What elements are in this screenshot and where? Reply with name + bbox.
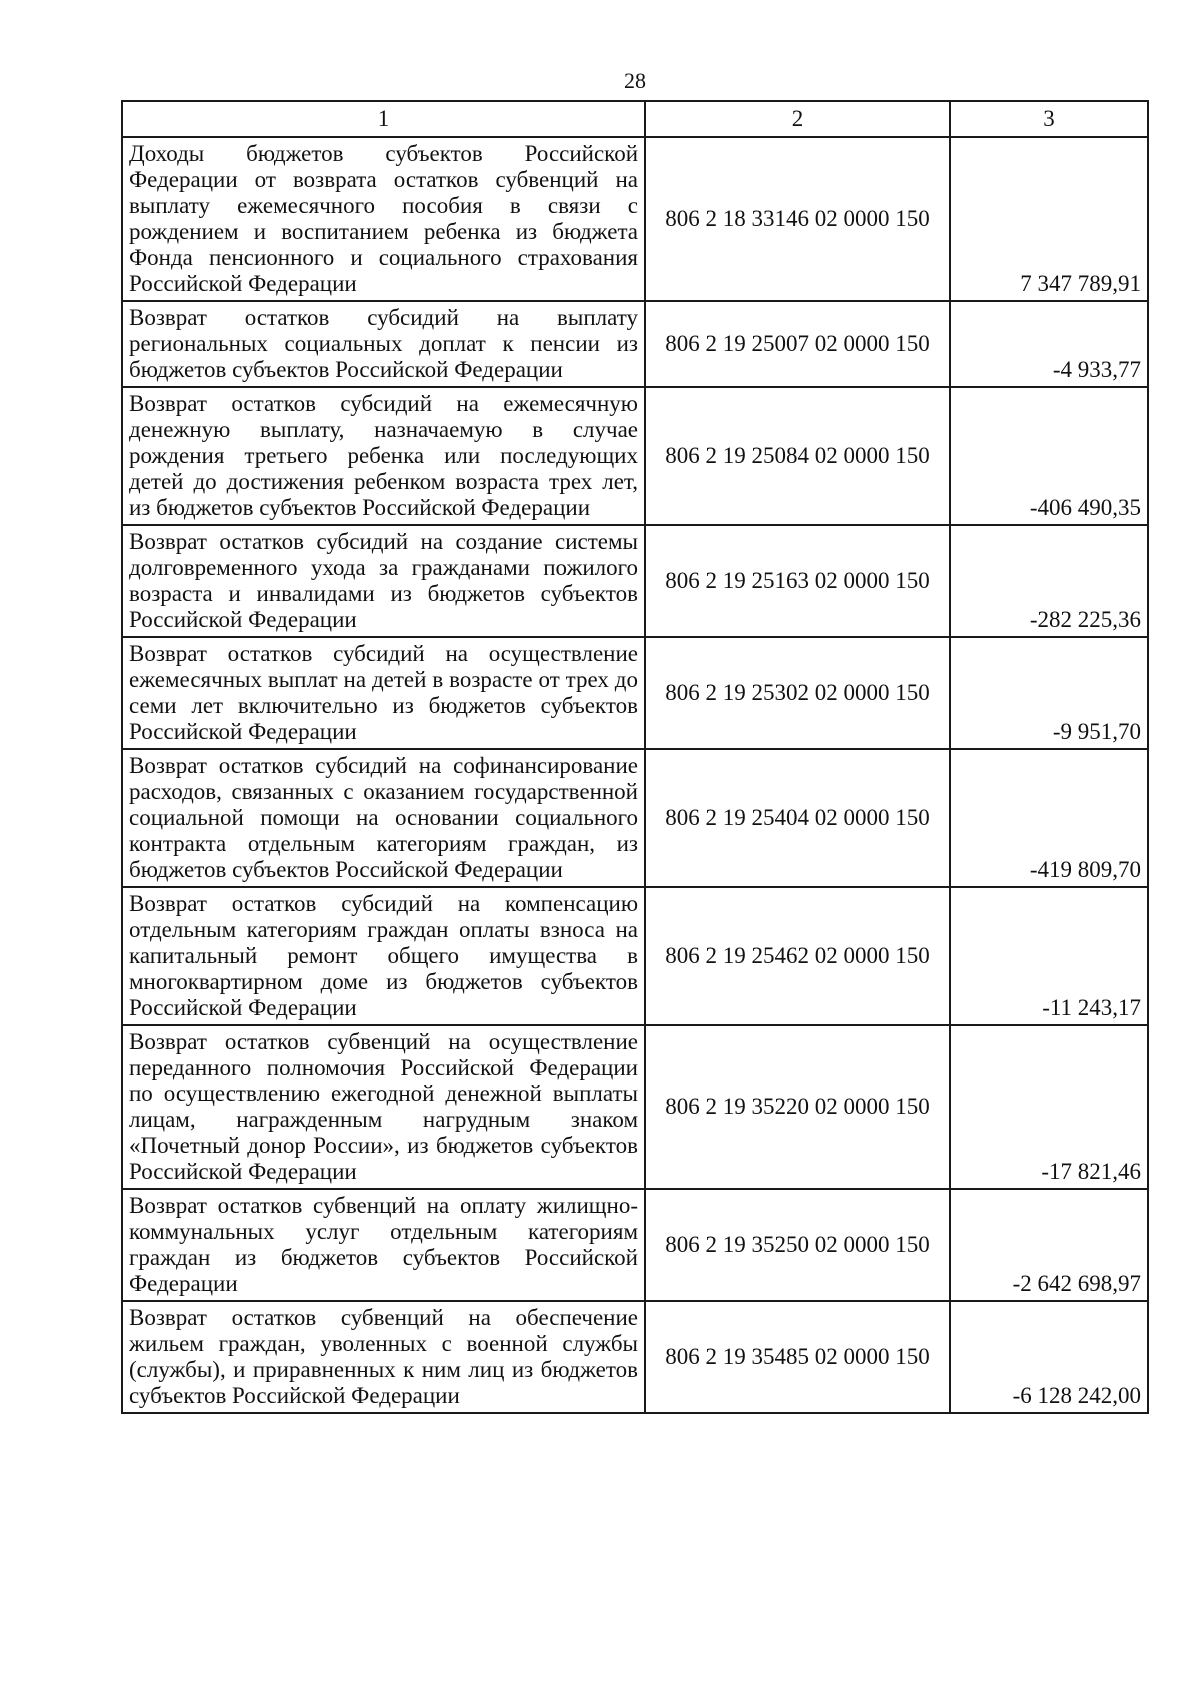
row-code: 806 2 18 33146 02 0000 150 — [645, 137, 950, 301]
row-code: 806 2 19 25084 02 0000 150 — [645, 387, 950, 525]
row-description: Возврат остатков субсидий на осуществление ежемесячных выплат на детей в возрасте от трех до семи лет включительно из бюджетов субъектов Российской Федерации — [122, 637, 645, 749]
table-header-row — [122, 101, 1148, 137]
row-description: Возврат остатков субсидий на выплату региональных социальных доплат к пенсии из бюджетов субъектов Российской Федерации — [122, 301, 645, 387]
page-number: 28 — [624, 68, 646, 93]
row-amount: -11 243,17 — [950, 887, 1148, 1025]
table-row — [122, 749, 1148, 887]
row-amount: -406 490,35 — [950, 387, 1148, 525]
table-row — [122, 525, 1148, 637]
row-amount: -6 128 242,00 — [950, 1301, 1148, 1413]
row-description: Возврат остатков субвенций на оплату жилищно-коммунальных услуг отдельным категориям граждан из бюджетов субъектов Российской Федерации — [122, 1189, 645, 1301]
row-description: Возврат остатков субвенций на осуществление переданного полномочия Российской Федерации по осуществлению ежегодной денежной выплаты лицам, награжденным нагрудным знаком «Почетный донор России», из бюджетов субъектов Российской Федерации — [122, 1025, 645, 1189]
row-code: 806 2 19 35220 02 0000 150 — [645, 1025, 950, 1189]
row-description: Возврат остатков субсидий на компенсацию отдельным категориям граждан оплаты взноса на капитальный ремонт общего имущества в многоквартирном доме из бюджетов субъектов Российской Федерации — [122, 887, 645, 1025]
column-header-1: 1 — [122, 101, 645, 137]
row-code: 806 2 19 35250 02 0000 150 — [645, 1189, 950, 1301]
row-code: 806 2 19 25302 02 0000 150 — [645, 637, 950, 749]
row-code: 806 2 19 25404 02 0000 150 — [645, 749, 950, 887]
row-amount: 7 347 789,91 — [950, 137, 1148, 301]
row-code: 806 2 19 25007 02 0000 150 — [645, 301, 950, 387]
row-amount: -282 225,36 — [950, 525, 1148, 637]
row-description: Возврат остатков субсидий на софинансирование расходов, связанных с оказанием государственной социальной помощи на основании социального контракта отдельным категориям граждан, из бюджетов субъектов Российской Федерации — [122, 749, 645, 887]
table-row — [122, 1189, 1148, 1301]
table-row — [122, 637, 1148, 749]
row-amount: -2 642 698,97 — [950, 1189, 1148, 1301]
row-amount: -4 933,77 — [950, 301, 1148, 387]
row-code: 806 2 19 35485 02 0000 150 — [645, 1301, 950, 1413]
table-row — [122, 887, 1148, 1025]
row-description: Возврат остатков субвенций на обеспечение жильем граждан, уволенных с военной службы (службы), и приравненных к ним лиц из бюджетов субъектов Российской Федерации — [122, 1301, 645, 1413]
column-header-3: 3 — [950, 101, 1148, 137]
table-row — [122, 1301, 1148, 1413]
table-row — [122, 301, 1148, 387]
budget-table — [121, 100, 1149, 1414]
table-row — [122, 387, 1148, 525]
row-amount: -17 821,46 — [950, 1025, 1148, 1189]
row-description: Возврат остатков субсидий на создание системы долговременного ухода за гражданами пожилого возраста и инвалидами из бюджетов субъектов Российской Федерации — [122, 525, 645, 637]
row-code: 806 2 19 25462 02 0000 150 — [645, 887, 950, 1025]
row-description: Возврат остатков субсидий на ежемесячную денежную выплату, назначаемую в случае рождения третьего ребенка или последующих детей до достижения ребенком возраста трех лет, из бюджетов субъектов Российской Федерации — [122, 387, 645, 525]
row-amount: -9 951,70 — [950, 637, 1148, 749]
row-description: Доходы бюджетов субъектов Российской Федерации от возврата остатков субвенций на выплату ежемесячного пособия в связи с рождением и воспитанием ребенка из бюджета Фонда пенсионного и социального страхования Российской Федерации — [122, 137, 645, 301]
row-code: 806 2 19 25163 02 0000 150 — [645, 525, 950, 637]
row-amount: -419 809,70 — [950, 749, 1148, 887]
table-row — [122, 137, 1148, 301]
column-header-2: 2 — [645, 101, 950, 137]
table-row — [122, 1025, 1148, 1189]
